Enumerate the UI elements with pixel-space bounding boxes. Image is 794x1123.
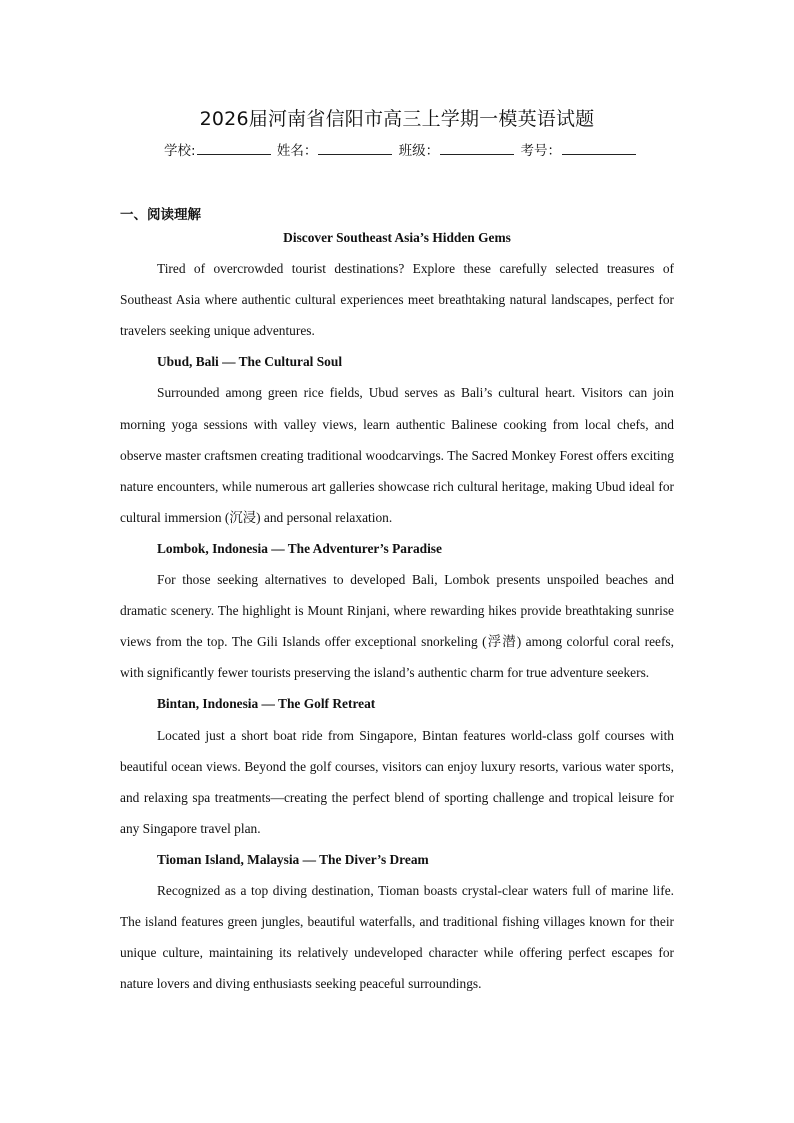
place-heading-bintan: Bintan, Indonesia — The Golf Retreat [157, 696, 376, 712]
place-heading-lombok: Lombok, Indonesia — The Adventurer’s Paradise [157, 540, 442, 556]
reading-passage [120, 223, 674, 999]
student-info-line [164, 139, 638, 159]
school-blank[interactable] [197, 142, 271, 155]
place-text-ubud: Surrounded among green rice fields, Ubud serves as Bali’s cultural heart. Visitors can join morning yoga sessions with valley views, learn authentic Balinese cooking from local chefs, and observe master craftsmen creating traditional woodcarvings. The Sacred Monkey Forest offers exciting nature encounters, while numerous art galleries showcase rich cultural heritage, making Ubud ideal for cultural immersion (沉浸) and personal relaxation. [120, 385, 674, 525]
place-heading-tioman: Tioman Island, Malaysia — The Diver’s Dream [157, 851, 429, 867]
exam-number-blank[interactable] [562, 142, 636, 155]
article-title: Discover Southeast Asia’s Hidden Gems [283, 230, 511, 245]
exam-number-label: 考号： [520, 143, 561, 159]
school-label: 学校: [164, 143, 196, 159]
place-text-lombok: For those seeking alternatives to developed Bali, Lombok presents unspoiled beaches and dramatic scenery. The highlight is Mount Rinjani, where rewarding hikes provide breathtaking sunrise views from the top. The Gili Islands offer exceptional snorkeling (浮潜) among colorful coral reefs, with significantly fewer tourists preserving the island’s authentic charm for true adventure seekers. [120, 572, 674, 681]
name-label: 姓名： [276, 143, 318, 159]
place-text-tioman: Recognized as a top diving destination, Tioman boasts crystal-clear waters full of marine life. The island features green jungles, beautiful waterfalls, and traditional fishing villages known for their unique culture, maintaining its relatively undeveloped character while offering perfect escapes for nature lovers and diving enthusiasts seeking peaceful surroundings. [120, 882, 674, 992]
name-blank[interactable] [318, 142, 392, 155]
exam-title: 2026届河南省信阳市高三上学期一模英语试题 [199, 108, 595, 130]
place-text-bintan: Located just a short boat ride from Singapore, Bintan features world-class golf courses with beautiful ocean views. Beyond the golf courses, visitors can enjoy luxury resorts, various water sports, and relaxing spa treatments—creating the perfect blend of sporting challenge and tropical leisure for any Singapore travel plan. [120, 727, 674, 836]
class-blank[interactable] [440, 142, 514, 155]
article-intro: Tired of overcrowded tourist destinations? Explore these carefully selected treasures of Southeast Asia where authentic cultural experiences meet breathtaking natural landscapes, perfect for travelers seeking unique adventures. [120, 261, 674, 339]
section-heading: 一、阅读理解 [120, 207, 201, 223]
place-heading-ubud: Ubud, Bali — The Cultural Soul [157, 354, 343, 370]
class-label: 班级： [398, 143, 440, 159]
